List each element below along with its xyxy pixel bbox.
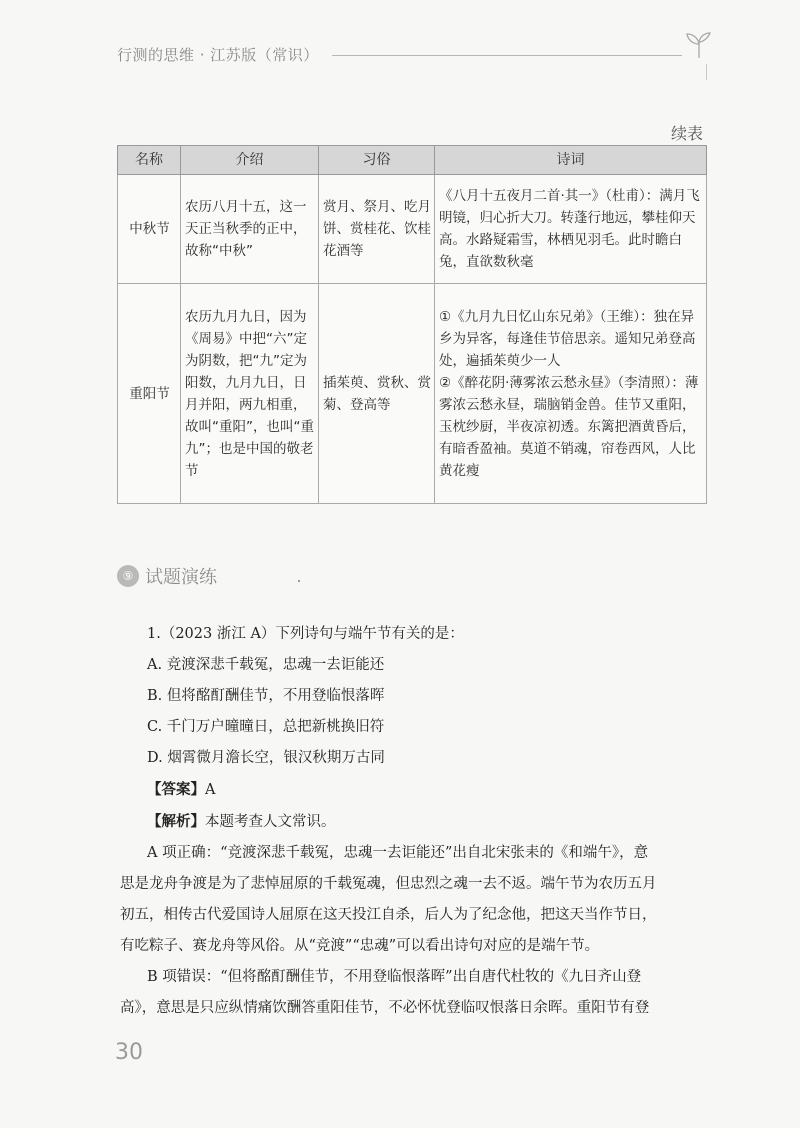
page-number: 30 <box>115 1040 143 1065</box>
sprout-icon <box>682 30 716 60</box>
corner-mark <box>706 64 707 80</box>
analysis-paragraph-a <box>120 838 717 962</box>
table-row <box>118 175 707 284</box>
paragraph-line: 有吃粽子、赛龙舟等风俗。从“竞渡”“忠魂”可以看出诗句对应的是端午节。 <box>120 938 600 954</box>
answer-line <box>147 774 717 806</box>
question-stem: 1.（2023 浙江 A）下列诗句与端午节有关的是： <box>147 626 464 642</box>
running-header-title: 行测的思维 · 江苏版（常识） <box>117 46 319 64</box>
cell-poems: 《八月十五夜月二首·其一》（杜甫）：满月飞明镜，归心折大刀。转蓬行地远，攀桂仰天高。水路疑霜雪，林栖见羽毛。此时瞻白兔，直欲数秋毫 <box>435 175 707 284</box>
section-title: 试题演练 <box>145 567 217 588</box>
analysis-value: 本题考查人文常识。 <box>205 814 336 830</box>
cell-customs: 插茱萸、赏秋、赏菊、登高等 <box>319 284 435 504</box>
analysis-paragraph-b <box>120 962 717 1024</box>
column-header-name: 名称 <box>118 146 181 175</box>
paragraph-line: 高》，意思是只应纵情痛饮酬答重阳佳节，不必怀忧登临叹恨落日余晖。重阳节有登 <box>120 1000 650 1016</box>
header-rule <box>332 55 682 56</box>
option-a: A. 竞渡深悲千载冤，忠魂一去讵能还 <box>147 657 385 673</box>
poem-entry: ②《醉花阴·薄雾浓云愁永昼》（李清照）：薄雾浓云愁永昼，瑞脑销金兽。佳节又重阳，玉枕纱厨，半夜凉初透。东篱把酒黄昏后，有暗香盈袖。莫道不销魂，帘卷西风，人比黄花瘦 <box>439 374 699 479</box>
analysis-label: 【解析】 <box>147 813 205 830</box>
option-b: B. 但将酩酊酬佳节，不用登临恨落晖 <box>147 688 385 704</box>
continued-label: 续表 <box>670 124 703 143</box>
option-d: D. 烟霄微月澹长空，银汉秋期万古同 <box>147 750 385 766</box>
cell-intro: 农历八月十五，这一天正当秋季的正中，故称“中秋” <box>181 175 319 284</box>
column-header-customs: 习俗 <box>319 146 435 175</box>
table-header-row <box>118 146 707 175</box>
cell-name: 重阳节 <box>118 284 181 504</box>
paragraph-line: B 项错误：“但将酩酊酬佳节，不用登临恨落晖”出自唐代杜牧的《九日齐山登 <box>147 969 642 985</box>
stray-dot <box>298 580 300 582</box>
paragraph-line: A 项正确：“竞渡深悲千载冤，忠魂一去讵能还”出自北宋张耒的《和端午》，意 <box>147 845 649 861</box>
paragraph-line: 初五，相传古代爱国诗人屈原在这天投江自杀，后人为了纪念他，把这天当作节日， <box>120 907 657 923</box>
column-header-poems: 诗词 <box>435 146 707 175</box>
section-number-icon: ⑨ <box>117 565 139 587</box>
option-c: C. 千门万户曈曈日，总把新桃换旧符 <box>147 719 385 735</box>
answer-label: 【答案】 <box>147 781 205 798</box>
table-row <box>118 284 707 504</box>
analysis-line <box>147 806 717 838</box>
festival-table <box>117 145 707 504</box>
cell-intro: 农历九月九日，因为《周易》中把“六”定为阴数，把“九”定为阳数，九月九日，日月并阳，两九相重，故叫“重阳”，也叫“重九”；也是中国的敬老节 <box>181 284 319 504</box>
cell-name: 中秋节 <box>118 175 181 284</box>
column-header-intro: 介绍 <box>181 146 319 175</box>
paragraph-line: 思是龙舟争渡是为了悲悼屈原的千载冤魂，但忠烈之魂一去不返。端午节为农历五月 <box>120 876 657 892</box>
cell-customs: 赏月、祭月、吃月饼、赏桂花、饮桂花酒等 <box>319 175 435 284</box>
cell-poems <box>435 284 707 504</box>
question-block <box>120 619 717 1024</box>
poem-entry: ①《九月九日忆山东兄弟》（王维）：独在异乡为异客，每逢佳节倍思亲。遥知兄弟登高处，遍插茱萸少一人 <box>439 308 696 369</box>
answer-value: A <box>205 782 216 798</box>
